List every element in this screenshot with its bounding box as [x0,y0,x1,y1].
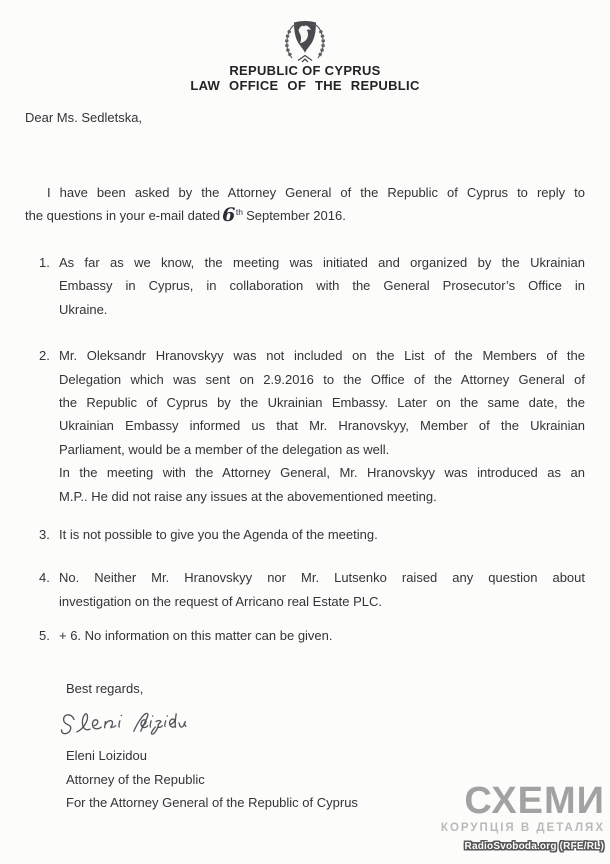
list-item-number: 1. [39,255,50,270]
text-line: Mr. Oleksandr Hranovskyy was not included on the List of the Members of the [59,348,585,364]
handwritten-signature [56,703,188,747]
valediction: Best regards, [66,681,144,696]
list-item-number: 4. [39,570,50,586]
list-item-paragraph-1 [59,344,585,461]
text-line: Ukrainian Embassy informed us that Mr. Hranovskyy, Member of the Ukrainian [59,418,585,434]
signatory-on-behalf: For the Attorney General of the Republic of Cyprus [66,795,358,810]
list-item [39,344,585,508]
intro-line-2: the questions in your e-mail dated 6th September 2016. [25,204,346,227]
letterhead-office: LAW OFFICE OF THE REPUBLIC [190,78,420,93]
intro-line-2-text: the questions in your e-mail dated [25,208,221,224]
text-line: Embassy in Cyprus, in collaboration with the General Prosecutor’s Office in [59,278,585,294]
list-item [39,566,585,613]
text-line: It is not possible to give you the Agenda of the meeting. [59,526,378,542]
list-item [39,523,585,546]
text-line: Parliament, would be a member of the delegation as well. [59,441,390,457]
list-item-paragraph-2 [59,461,585,508]
text-line: Ukraine. [59,301,108,317]
list-item-text [59,344,585,508]
signatory-title: Attorney of the Republic [66,772,205,787]
answers-list [39,251,585,648]
list-item [39,251,585,321]
list-item-number: 5. [39,628,50,644]
text-line: M.P.. He did not raise any issues at the abovementioned meeting. [59,488,437,504]
text-line: investigation on the request of Arricano real Estate PLC. [59,593,383,609]
intro-line-1: I have been asked by the Attorney General of the Republic of Cyprus to reply to [47,185,585,200]
watermark-block [440,780,605,852]
cyprus-coat-of-arms-icon [281,17,329,63]
list-item-number: 3. [39,526,50,542]
salutation: Dear Ms. Sedletska, [25,110,143,125]
list-item-number: 2. [39,348,50,364]
signatory-name: Eleni Loizidou [66,748,147,763]
date-ordinal-suffix: th [235,207,243,218]
intro-paragraph [25,181,585,230]
list-item-text [59,251,585,321]
letterhead-country: REPUBLIC OF CYPRUS [229,63,381,78]
list-item-text [59,624,585,647]
list-item-text [59,523,585,546]
text-line: + 6. No information on this matter can be given. [59,628,333,644]
list-item-text [59,566,585,613]
radiosvoboda-credit: RadioSvoboda.org (RFE/RL) [464,841,604,852]
schemes-logo: СХЕМИ [464,780,605,822]
intro-line-2-tail: September 2016. [242,208,346,224]
text-line: No. Neither Mr. Hranovskyy nor Mr. Lutsenko raised any question about [59,570,585,586]
text-line: As far as we know, the meeting was initiated and organized by the Ukrainian [59,255,585,270]
text-line: In the meeting with the Attorney General, Mr. Hranovskyy was introduced as an [59,465,585,481]
text-line: the Republic of Cyprus by the Ukrainian Embassy. Later on the same date, the [59,394,585,410]
text-line: Delegation which was sent on 2.9.2016 to the Office of the Attorney General of [59,371,585,387]
list-item [39,624,585,647]
schemes-tagline: КОРУПЦІЯ В ДЕТАЛЯХ [440,822,605,834]
